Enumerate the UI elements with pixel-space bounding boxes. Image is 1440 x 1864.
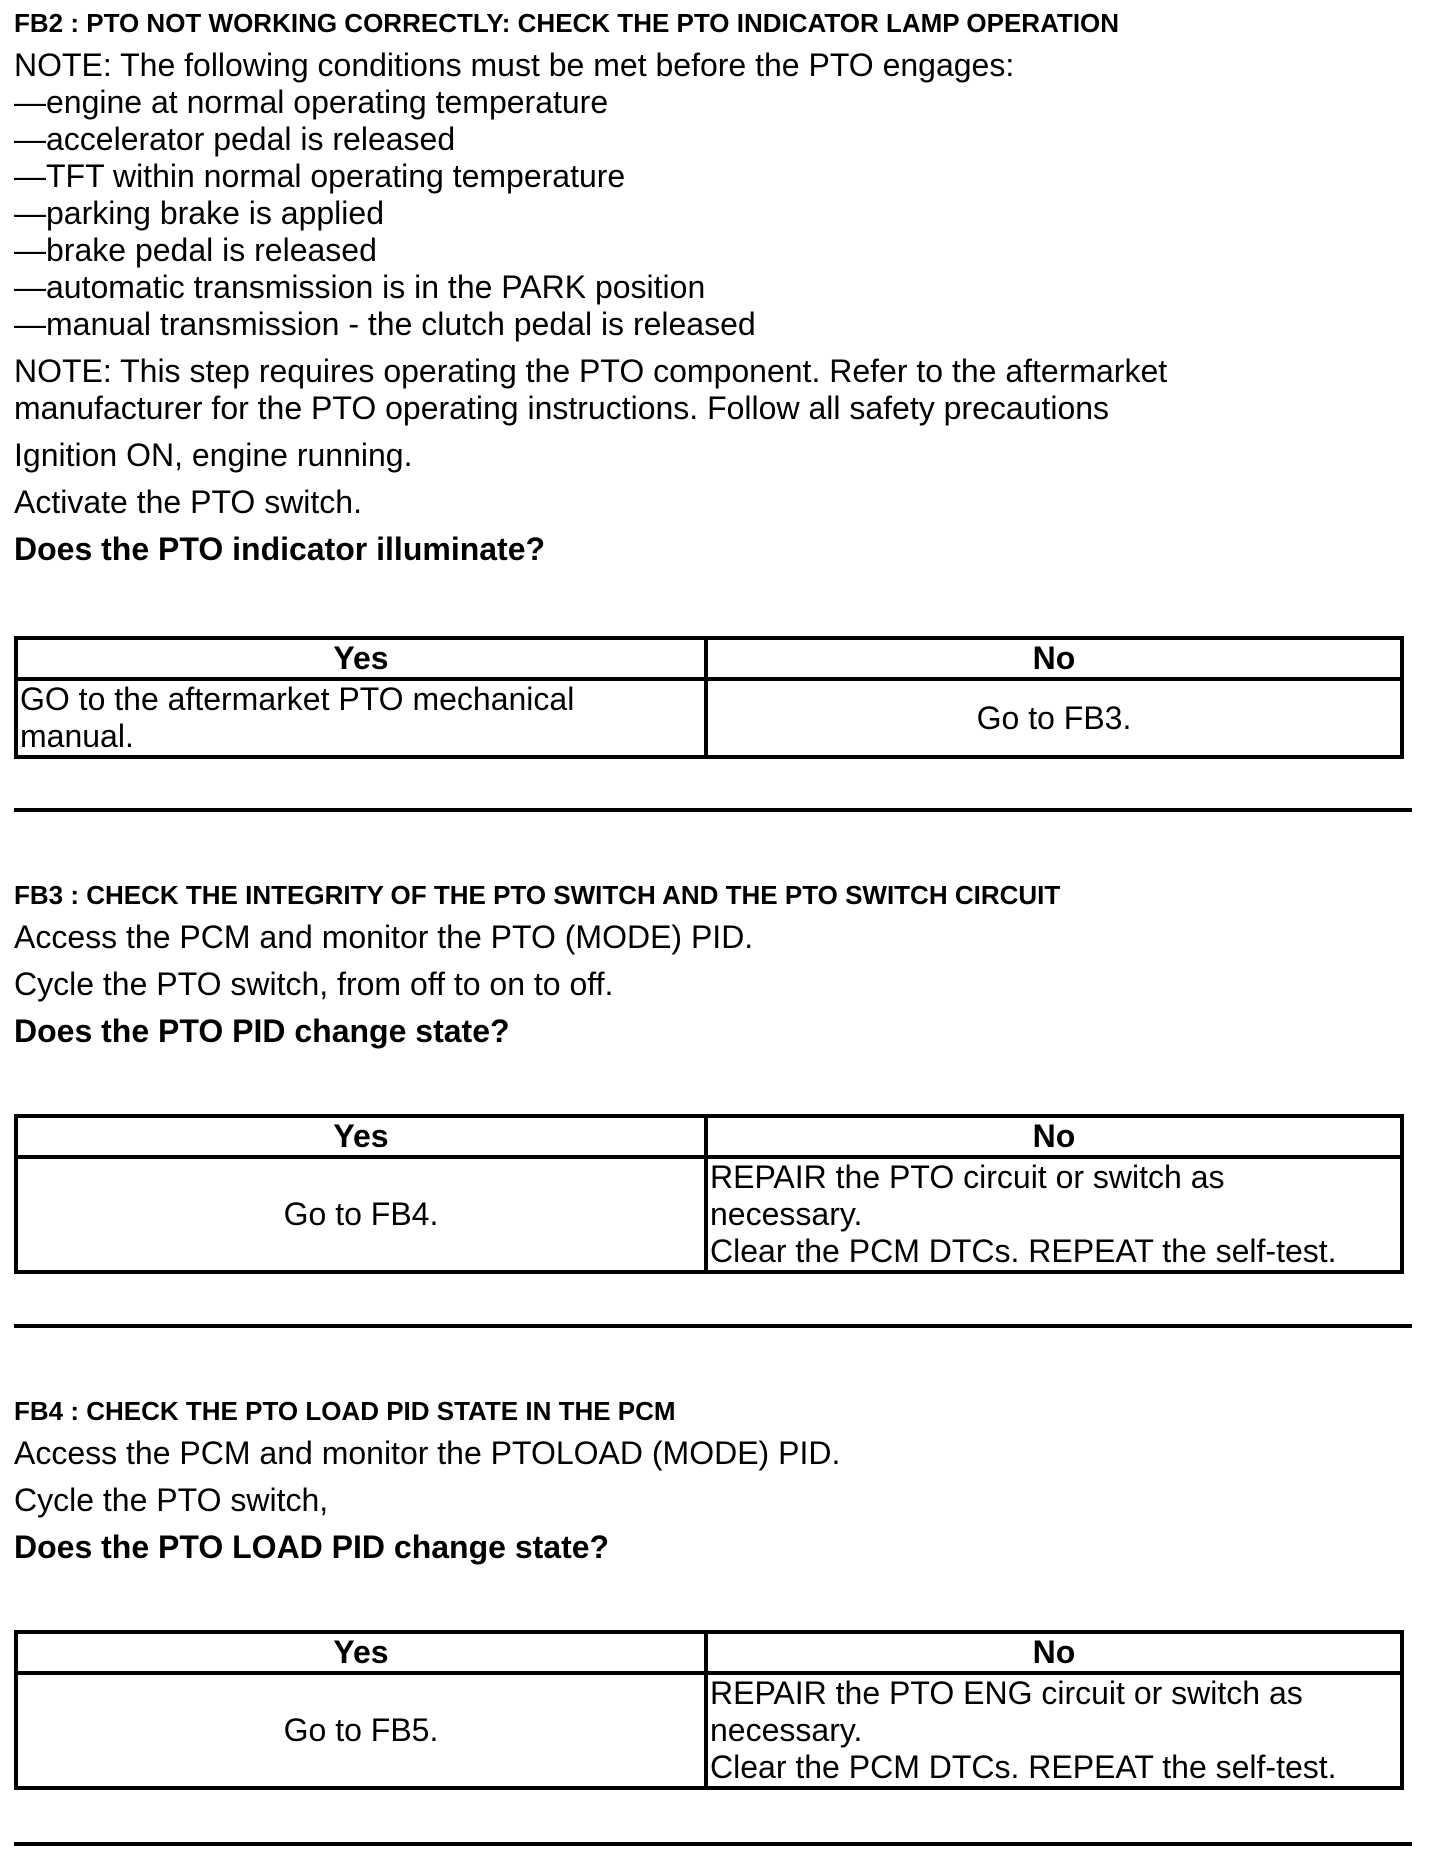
fb3-section	[14, 880, 1414, 1050]
yes-header: Yes	[16, 638, 706, 679]
no-cell: Go to FB3.	[706, 679, 1402, 757]
yes-cell: Go to FB4.	[16, 1157, 706, 1272]
condition-item: —brake pedal is released	[14, 232, 377, 268]
condition-item: —engine at normal operating temperature	[14, 84, 609, 120]
fb4-heading: FB4 : CHECK THE PTO LOAD PID STATE IN THE PCM	[14, 1396, 676, 1426]
fb4-step-access: Access the PCM and monitor the PTOLOAD (MODE) PID.	[14, 1435, 841, 1471]
no-cell-line: REPAIR the PTO ENG circuit or switch as	[710, 1675, 1303, 1711]
condition-item: —parking brake is applied	[14, 195, 384, 231]
fb3-result-table	[14, 1114, 1404, 1274]
yes-cell: Go to FB5.	[16, 1673, 706, 1788]
no-cell-line: necessary.	[710, 1196, 863, 1232]
section-divider	[14, 1324, 1412, 1328]
fb4-step-cycle: Cycle the PTO switch,	[14, 1482, 329, 1518]
fb3-question: Does the PTO PID change state?	[14, 1013, 510, 1049]
fb2-heading: FB2 : PTO NOT WORKING CORRECTLY: CHECK THE PTO INDICATOR LAMP OPERATION	[14, 8, 1120, 38]
fb3-step-access: Access the PCM and monitor the PTO (MODE) PID.	[14, 919, 754, 955]
yes-cell-line: GO to the aftermarket PTO mechanical	[20, 681, 575, 717]
no-cell-line: Clear the PCM DTCs. REPEAT the self-test.	[710, 1749, 1337, 1785]
yes-cell-line: manual.	[20, 718, 134, 754]
no-cell	[706, 1673, 1402, 1788]
fb3-step-cycle: Cycle the PTO switch, from off to on to off.	[14, 966, 614, 1002]
condition-item: —accelerator pedal is released	[14, 121, 456, 157]
condition-item: —automatic transmission is in the PARK position	[14, 269, 706, 305]
fb4-question: Does the PTO LOAD PID change state?	[14, 1529, 610, 1565]
no-header: No	[706, 1116, 1402, 1157]
no-cell-line: REPAIR the PTO circuit or switch as	[710, 1159, 1225, 1195]
yes-cell	[16, 679, 706, 757]
fb2-note-safety: NOTE: This step requires operating the PTO component. Refer to the aftermarket	[14, 353, 1168, 389]
fb4-result-table	[14, 1630, 1404, 1790]
fb4-section	[14, 1396, 1414, 1566]
fb2-step-activate: Activate the PTO switch.	[14, 484, 362, 520]
fb2-question: Does the PTO indicator illuminate?	[14, 531, 546, 567]
no-header: No	[706, 638, 1402, 679]
no-cell-line: Clear the PCM DTCs. REPEAT the self-test.	[710, 1233, 1337, 1269]
yes-header: Yes	[16, 1632, 706, 1673]
no-cell-line: necessary.	[710, 1712, 863, 1748]
yes-header: Yes	[16, 1116, 706, 1157]
fb2-note-conditions: NOTE: The following conditions must be met before the PTO engages:	[14, 47, 1015, 83]
section-divider	[14, 808, 1412, 812]
no-cell	[706, 1157, 1402, 1272]
condition-item: —manual transmission - the clutch pedal is released	[14, 306, 756, 342]
condition-item: —TFT within normal operating temperature	[14, 158, 626, 194]
section-divider	[14, 1842, 1412, 1846]
fb2-section	[14, 8, 1414, 568]
fb2-result-table	[14, 636, 1404, 759]
fb3-heading: FB3 : CHECK THE INTEGRITY OF THE PTO SWITCH AND THE PTO SWITCH CIRCUIT	[14, 880, 1061, 910]
fb2-step-ignition: Ignition ON, engine running.	[14, 437, 413, 473]
fb2-note-safety-cont: manufacturer for the PTO operating instructions. Follow all safety precautions	[14, 390, 1110, 426]
no-header: No	[706, 1632, 1402, 1673]
